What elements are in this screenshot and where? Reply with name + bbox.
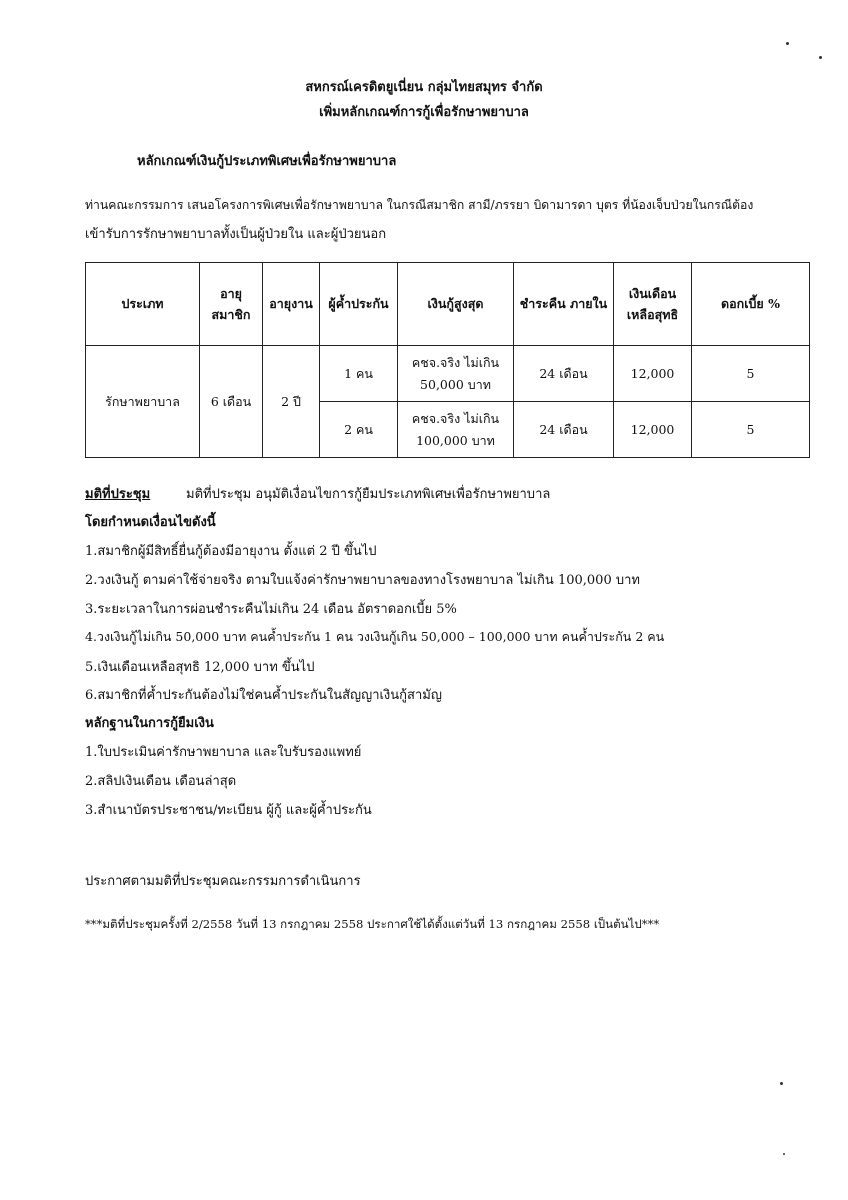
- cell-max-loan-line2: 50,000 บาท: [420, 376, 491, 392]
- cell-interest: 5: [692, 402, 810, 458]
- header-guarantor: ผู้ค้ำประกัน: [320, 263, 398, 346]
- header-salary-line1: เงินเดือน: [628, 285, 677, 301]
- condition-item: 6.สมาชิกที่ค้ำประกันต้องไม่ใช่คนค้ำประกันในสัญญาเงินกู้สามัญ: [85, 688, 442, 703]
- table-header-row: [86, 263, 810, 346]
- header-max-loan: เงินกู้สูงสุด: [398, 263, 514, 346]
- cell-repay: 24 เดือน: [514, 346, 614, 402]
- scan-speck: [786, 42, 789, 45]
- cell-member-age: 6 เดือน: [200, 346, 263, 458]
- scan-speck: [783, 1153, 785, 1155]
- header-member-age-line1: อายุ: [220, 285, 242, 301]
- evidence-item: 2.สลิปเงินเดือน เดือนล่าสุด: [85, 774, 237, 789]
- condition-item: 5.เงินเดือนเหลือสุทธิ 12,000 บาท ขึ้นไป: [85, 660, 315, 675]
- scan-speck: [819, 56, 822, 59]
- header-repay: ชำระคืน ภายใน: [514, 263, 614, 346]
- intro-line-2: เข้ารับการรักษาพยาบาลทั้งเป็นผู้ป่วยใน และผู้ป่วยนอก: [85, 227, 387, 242]
- cell-max-loan: [398, 346, 514, 402]
- cell-guarantor: 2 คน: [320, 402, 398, 458]
- condition-item: 3.ระยะเวลาในการผ่อนชำระคืนไม่เกิน 24 เดือน อัตราดอกเบี้ย 5%: [85, 602, 457, 617]
- document-subtitle: เพิ่มหลักเกณฑ์การกู้เพื่อรักษาพยาบาล: [319, 105, 529, 120]
- table-row: [86, 346, 810, 402]
- resolution-label: มติที่ประชุม: [85, 487, 151, 502]
- evidence-title: หลักฐานในการกู้ยืมเงิน: [85, 716, 214, 731]
- cell-max-loan-line1: คชจ.จริง ไม่เกิน: [411, 355, 500, 371]
- cell-work-age: 2 ปี: [263, 346, 320, 458]
- cell-salary: 12,000: [614, 402, 692, 458]
- header-salary: [614, 263, 692, 346]
- cell-interest: 5: [692, 346, 810, 402]
- footnote: ***มติที่ประชุมครั้งที่ 2/2558 วันที่ 13 กรกฎาคม 2558 ประกาศใช้ได้ตั้งแต่วันที่ 13 กรกฎาคม 2558 เป็นต้นไป***: [85, 917, 660, 931]
- header-member-age-line2: สมาชิก: [211, 307, 251, 322]
- cell-max-loan: [398, 402, 514, 458]
- announcement: ประกาศตามมติที่ประชุมคณะกรรมการดำเนินการ: [85, 874, 361, 889]
- resolution-text: มติที่ประชุม อนุมัติเงื่อนไขการกู้ยืมประเภทพิเศษเพื่อรักษาพยาบาล: [186, 487, 551, 502]
- loan-criteria-table: [85, 262, 810, 458]
- evidence-item: 3.สำเนาบัตรประชาชน/ทะเบียน ผู้กู้ และผู้ค้ำประกัน: [85, 803, 372, 818]
- intro-line-1: ท่านคณะกรรมการ เสนอโครงการพิเศษเพื่อรักษาพยาบาล ในกรณีสมาชิก สามี/ภรรยา บิดามารดา บุตร ที่น้องเจ็บป่วยในกรณีต้อง: [85, 198, 754, 212]
- section-title: หลักเกณฑ์เงินกู้ประเภทพิเศษเพื่อรักษาพยาบาล: [137, 154, 397, 169]
- cell-type: รักษาพยาบาล: [86, 346, 200, 458]
- header-interest: ดอกเบี้ย %: [692, 263, 810, 346]
- header-work-age: อายุงาน: [263, 263, 320, 346]
- evidence-item: 1.ใบประเมินค่ารักษาพยาบาล และใบรับรองแพทย์: [85, 745, 362, 760]
- cell-guarantor: 1 คน: [320, 346, 398, 402]
- scan-speck: [780, 1082, 783, 1085]
- cell-repay: 24 เดือน: [514, 402, 614, 458]
- header-salary-line2: เหลือสุทธิ: [626, 307, 679, 322]
- cell-salary: 12,000: [614, 346, 692, 402]
- cell-max-loan-line1: คชจ.จริง ไม่เกิน: [411, 411, 500, 427]
- header-member-age: [200, 263, 263, 346]
- header-type: ประเภท: [86, 263, 200, 346]
- conditions-title: โดยกำหนดเงื่อนไขดังนี้: [85, 515, 216, 530]
- cell-max-loan-line2: 100,000 บาท: [416, 432, 495, 448]
- condition-item: 1.สมาชิกผู้มีสิทธิ์ยื่นกู้ต้องมีอายุงาน ตั้งแต่ 2 ปี ขึ้นไป: [85, 544, 377, 559]
- condition-item: 2.วงเงินกู้ ตามค่าใช้จ่ายจริง ตามใบแจ้งค่ารักษาพยาบาลของทางโรงพยาบาล ไม่เกิน 100,000 บาท: [85, 573, 640, 588]
- document-org-title: สหกรณ์เครดิตยูเนี่ยน กลุ่มไทยสมุทร จำกัด: [305, 80, 543, 95]
- condition-item: 4.วงเงินกู้ไม่เกิน 50,000 บาท คนค้ำประกัน 1 คน วงเงินกู้เกิน 50,000 – 100,000 บาท คนค้ำประกัน 2 คน: [85, 629, 665, 644]
